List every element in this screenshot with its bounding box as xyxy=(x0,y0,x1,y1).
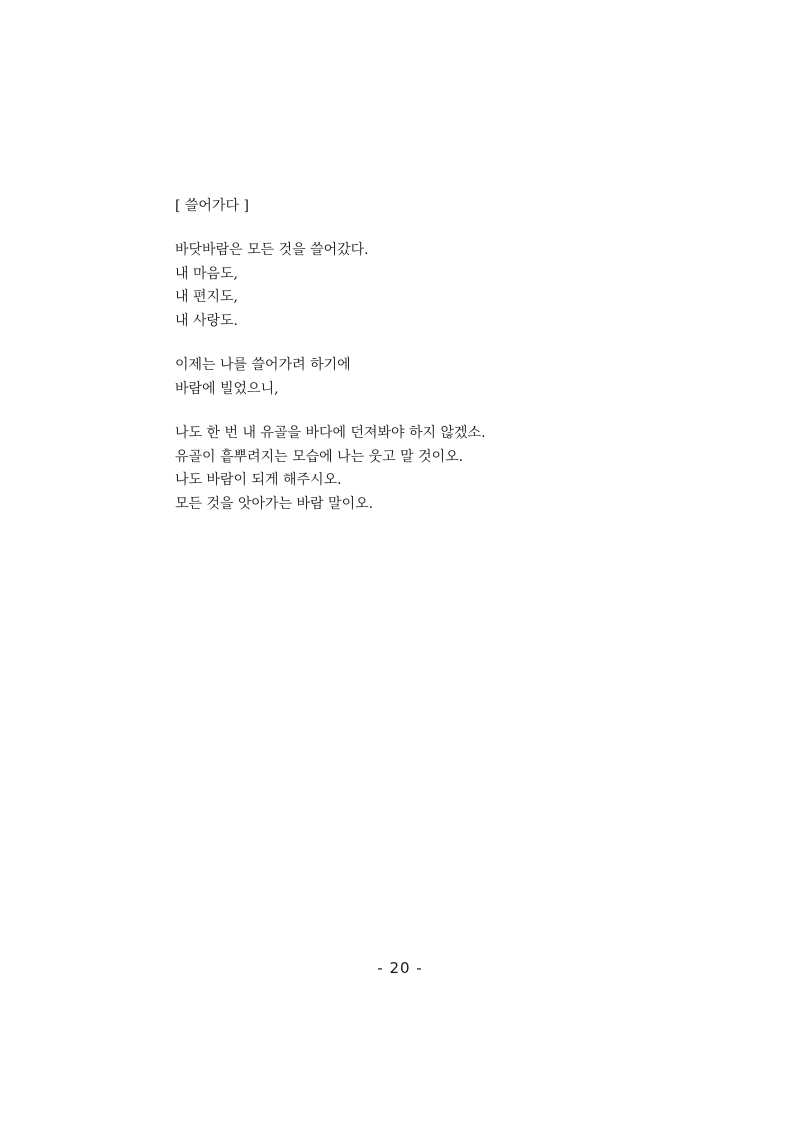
poem-title: [ 쓸어가다 ] xyxy=(175,198,249,214)
page-number: - 20 - xyxy=(377,959,423,977)
poem-line: 이제는 나를 쓸어가려 하기에 xyxy=(175,357,351,373)
poem-line: 바람에 빌었으니, xyxy=(175,380,279,397)
poem-line: 유골이 흩뿌려지는 모습에 나는 웃고 말 것이오. xyxy=(175,448,464,465)
poem xyxy=(175,195,735,537)
poem-line: 내 사랑도. xyxy=(175,312,238,329)
poem-line: 내 마음도, xyxy=(175,265,238,282)
poem-line: 나도 한 번 내 유골을 바다에 던져봐야 하지 않겠소. xyxy=(175,425,486,441)
poem-line: 나도 바람이 되게 해주시오. xyxy=(175,472,342,488)
poem-line: 바닷바람은 모든 것을 쓸어갔다. xyxy=(175,242,369,258)
poem-line: 내 편지도, xyxy=(175,289,238,305)
stanza-2 xyxy=(175,354,735,401)
stanza-3 xyxy=(175,422,735,516)
poem-line: 모든 것을 앗아가는 바람 말이오. xyxy=(175,495,374,512)
stanza-1 xyxy=(175,239,735,333)
